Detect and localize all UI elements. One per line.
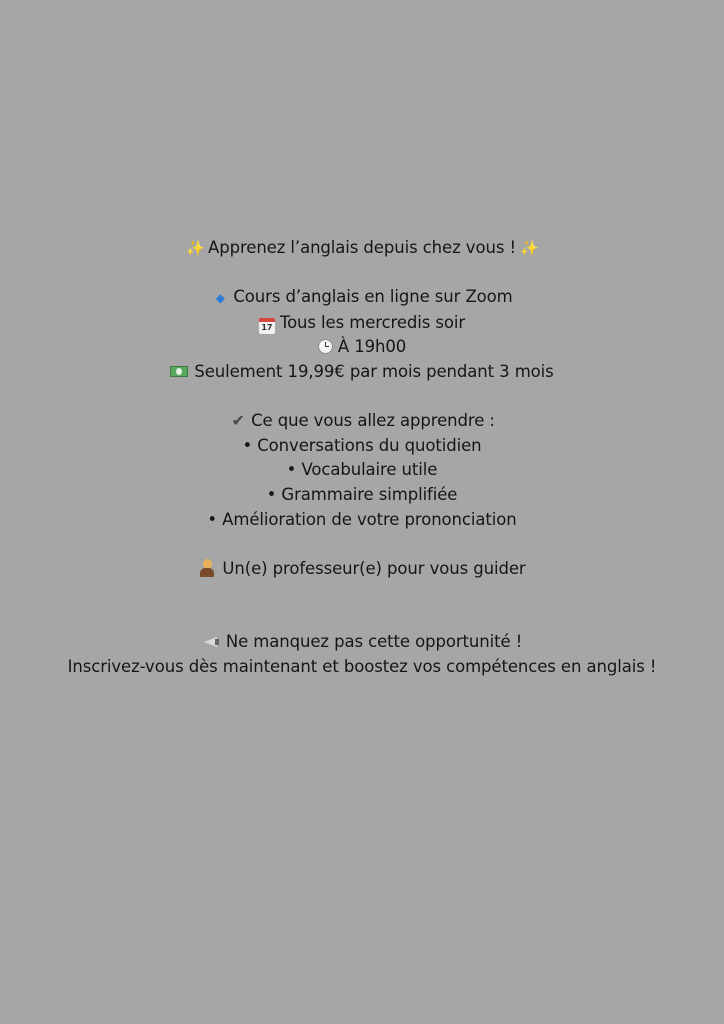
blue-diamond-icon: ◆ <box>215 291 225 306</box>
price-text: Seulement 19,99€ par mois pendant 3 mois <box>194 361 554 381</box>
day-text: Tous les mercredis soir <box>279 312 466 332</box>
sparkles-icon: ✨ <box>186 239 205 257</box>
clock-icon <box>318 339 333 354</box>
headline <box>0 236 724 261</box>
learn-item: • Grammaire simplifiée <box>266 484 458 504</box>
day-line <box>0 311 724 336</box>
time-text: À 19h00 <box>337 337 407 357</box>
cta-line-2: Inscrivez-vous dès maintenant et boostez vos compétences en anglais ! <box>67 656 657 676</box>
teacher-icon <box>198 559 216 577</box>
teacher-text: Un(e) professeur(e) pour vous guider <box>222 558 526 578</box>
flyer-content <box>0 236 724 680</box>
price-line <box>0 360 724 385</box>
learn-item: • Conversations du quotidien <box>242 435 482 455</box>
cta-line-1 <box>0 630 724 655</box>
spacer <box>0 385 724 410</box>
spacer <box>0 581 724 630</box>
megaphone-icon <box>202 635 220 649</box>
learn-item: • Vocabulaire utile <box>286 460 438 480</box>
dollar-bill-icon <box>170 366 188 377</box>
course-text: Cours d’anglais en ligne sur Zoom <box>233 287 513 307</box>
spacer <box>0 532 724 557</box>
check-mark-icon: ✔ <box>231 411 245 431</box>
headline-text: Apprenez l’anglais depuis chez vous ! <box>208 238 516 257</box>
learn-intro-text: Ce que vous allez apprendre : <box>251 411 495 431</box>
course-line <box>0 285 724 311</box>
sparkles-icon: ✨ <box>519 239 539 257</box>
calendar-icon: 17 <box>259 318 275 334</box>
teacher-line <box>0 557 724 582</box>
learn-item: • Amélioration de votre prononciation <box>207 509 517 529</box>
cta-text-1: Ne manquez pas cette opportunité ! <box>225 632 523 652</box>
spacer <box>0 261 724 286</box>
time-line <box>0 335 724 360</box>
learn-intro <box>0 409 724 434</box>
